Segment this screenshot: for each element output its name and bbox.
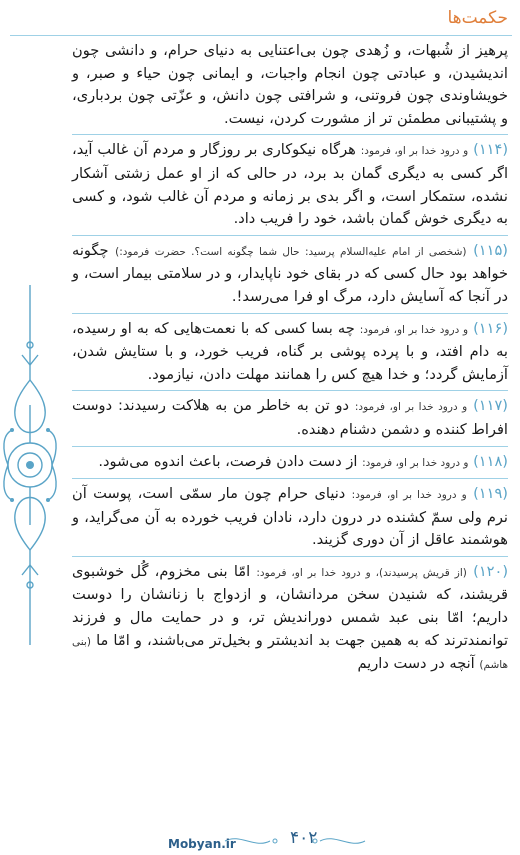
site-watermark: Mobyan.ir — [168, 837, 236, 851]
paragraph-text: پرهیز از شُبهات، و زُهدی چون بی‌اعتنایی به دنیای حرام، و دانشی چون اندیشیدن، و عبادتی چون انجام واجبات، و ایمانی چون حیاء و صبر، و خویشاوندی چون فروتنی، و شرافتی چون دانش، و عزّتی چون بردباری، و پشتیبانی مطمئن تر از مشورت کردن، نیست. — [72, 42, 508, 127]
paragraph-120 — [72, 561, 508, 681]
floral-ornament — [0, 285, 60, 645]
paragraph-text: هرگاه نیکوکاری بر روزگار و مردم آن غالب آید، اگر کسی به دیگری گمان بد برد، در حالی که از او عمل زشتی آشکار نشده، ستمکار است، و اگر بدی بر زمانه و مردم آن غالب شود، و کسی به دیگری خوش گمان باشد، خود را فریب داد. — [72, 141, 508, 228]
page-number: ۴۰۲ — [290, 828, 318, 848]
saying-number: (۱۱۸) — [473, 452, 508, 470]
paragraph-text: چه بسا کسی که با نعمت‌هایی که به او رسیده، به دام افتد، و با پرده پوشی بر گناه، فریب خورد، و با ستایش شدن، آزمایش گردد؛ و خدا هیچ کس را همانند مهلت دادن، نیازمود. — [72, 319, 508, 383]
saying-number: (۱۱۶) — [473, 319, 509, 337]
attribution: و درود خدا بر او، فرمود: — [360, 145, 469, 158]
paragraph-117 — [72, 395, 508, 446]
paragraph-text: از دست دادن فرصت، باعث اندوه می‌شود. — [98, 452, 358, 470]
paragraph-119 — [72, 483, 508, 557]
saying-number: (۱۱۵) — [473, 241, 508, 259]
paragraph-115 — [72, 240, 508, 314]
paragraph-113 — [72, 40, 508, 135]
hikmat-text — [72, 40, 508, 685]
attribution: و درود خدا بر او، فرمود: — [359, 323, 469, 336]
page-footer — [0, 815, 520, 855]
saying-number: (۱۱۴) — [473, 141, 509, 159]
paragraph-118 — [72, 451, 508, 480]
paragraph-116 — [72, 318, 508, 392]
paragraph-text: امّا بنی مخزوم، گُل خوشبوی قریشند، که شنیدن سخن مردانشان، و ازدواج با زنانشان را دوست داریم؛ امّا بنی عبد شمس دوراندیش تر، و در حمایت مال و فرزند توانمندترند که به همین جهت بد اندیشتر و بخیل‌تر می‌باشند، و امّا ما — [72, 562, 509, 649]
paragraph-114 — [72, 139, 508, 235]
inline-note: (بنی هاشم) — [72, 635, 508, 672]
paragraph-text-end: آنچه در دست داریم — [357, 655, 475, 673]
saying-number: (۱۲۰) — [473, 562, 509, 580]
header-divider — [10, 35, 512, 36]
attribution: (شخصی از امام علیه‌السلام پرسید: حال شما چگونه است؟. حضرت فرمود:) — [115, 245, 467, 258]
page-header — [0, 0, 520, 38]
paragraph-text: چگونه خواهد بود حال کسی که در بقای خود ناپایدار، و در سلامتی بیمار است، و در آنجا که آسایش دارد، مرگ او فرا می‌رسد!. — [72, 241, 508, 305]
attribution: و درود خدا بر او، فرمود: — [362, 456, 469, 469]
attribution: (از قریش پرسیدند)، و درود خدا بر او، فرمود: — [256, 566, 467, 579]
book-title: حکمت‌ها — [447, 8, 508, 28]
paragraph-text: دنیای حرام چون مار سمّی است، پوست آن نرم ولی سمّ کشنده در درون دارد، نادان فریب خورده به آن می‌گراید، و هوشمند عاقل از آن دوری گزیند. — [72, 485, 508, 549]
paragraph-text: دو تن به خاطر من به هلاکت رسیدند: دوست افراط کننده و دشمن دشنام دهنده. — [72, 397, 508, 438]
attribution: و درود خدا بر او، فرمود: — [354, 401, 468, 414]
saying-number: (۱۱۷) — [473, 397, 508, 415]
attribution: و درود خدا بر او، فرمود: — [351, 489, 467, 502]
saying-number: (۱۱۹) — [473, 485, 508, 503]
